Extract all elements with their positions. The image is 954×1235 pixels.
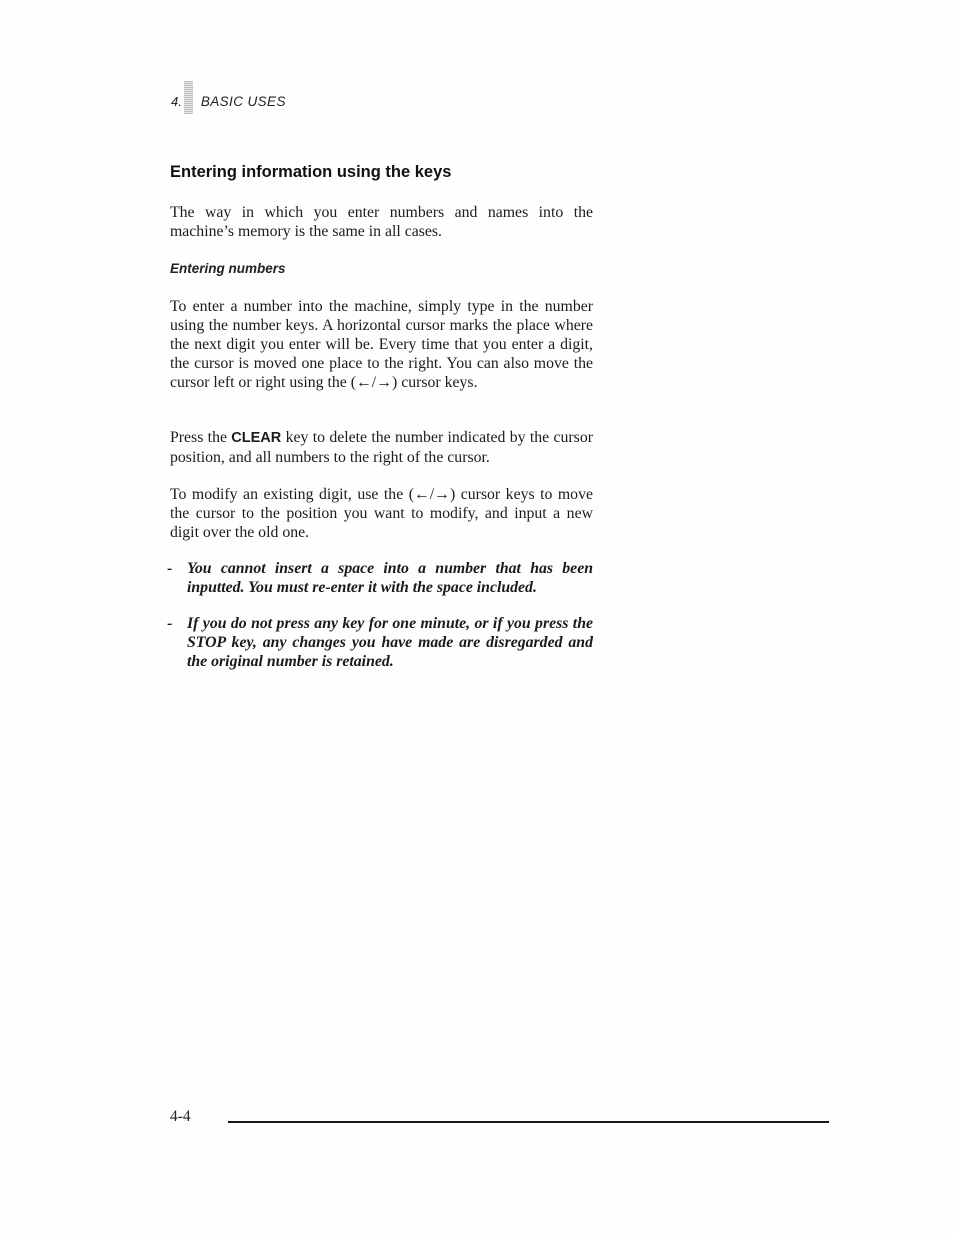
chapter-tab-marker bbox=[184, 81, 193, 114]
footer-rule bbox=[228, 1121, 829, 1123]
page-number: 4-4 bbox=[170, 1108, 191, 1125]
chapter-title: BASIC USES bbox=[200, 93, 286, 109]
running-header bbox=[171, 78, 286, 114]
paragraph-entering-numbers: To enter a number into the machine, simply type in the number using the number keys. A horizontal cursor marks the place where the next digit you enter will be. Every time that you enter a digit, the cursor is moved one place to the right. You can also move the cursor left or right using the (←/→) cursor keys. bbox=[170, 298, 593, 391]
subsection-heading: Entering numbers bbox=[170, 261, 286, 276]
chapter-number: 4. bbox=[171, 94, 182, 109]
note-text: If you do not press any key for one minute, or if you press the STOP key, any changes you have made are disregarded and the original number is retained. bbox=[187, 615, 593, 670]
clear-text-before: Press the bbox=[170, 429, 232, 446]
note-text: You cannot insert a space into a number that has been inputted. You must re-enter it with the space included. bbox=[187, 560, 593, 596]
paragraph-clear-key bbox=[170, 428, 593, 467]
clear-text-after: key to delete the number indicated by the cursor position, and all numbers to the right of the cursor. bbox=[170, 429, 593, 466]
note-bullet: - bbox=[167, 560, 173, 577]
note-item bbox=[167, 614, 593, 671]
paragraph-modify-digit: To modify an existing digit, use the (←/→) cursor keys to move the cursor to the position you want to modify, and input a new digit over the old one. bbox=[170, 486, 593, 541]
intro-paragraph: The way in which you enter numbers and names into the machine’s memory is the same in all cases. bbox=[170, 204, 593, 240]
note-bullet: - bbox=[167, 615, 173, 632]
note-item bbox=[167, 559, 593, 597]
section-heading: Entering information using the keys bbox=[170, 163, 452, 181]
clear-key-label: CLEAR bbox=[231, 430, 282, 446]
